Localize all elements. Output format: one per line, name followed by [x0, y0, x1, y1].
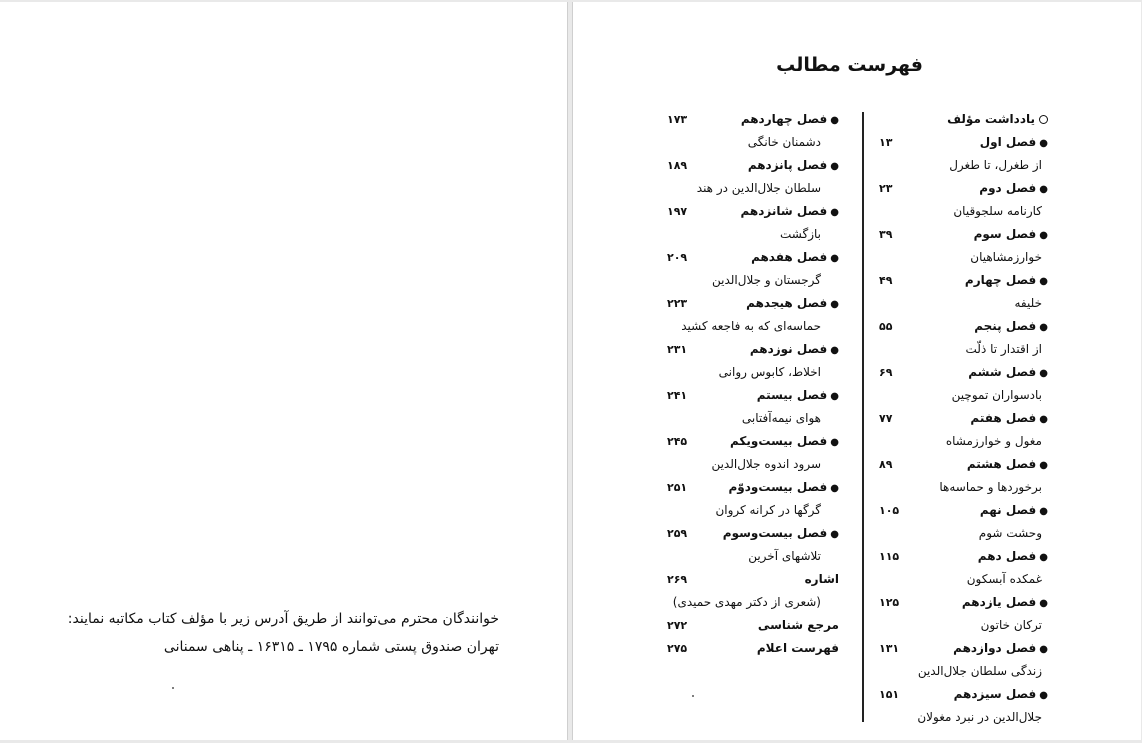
toc-entry-title [952, 384, 1042, 407]
toc-entry-text: فصل سیزدهم [953, 687, 1037, 701]
toc-entry-title [742, 407, 821, 430]
bullet-icon: ● [830, 483, 839, 494]
toc-entry-title [748, 154, 839, 178]
toc-entry-title [970, 407, 1048, 431]
bullet-icon: ● [1039, 368, 1048, 379]
toc-entry-title [741, 200, 839, 224]
circle-icon [1039, 115, 1048, 124]
toc-entry-text: گرجستان و جلال‌الدین [711, 273, 821, 287]
bullet-icon: ● [1039, 552, 1048, 563]
toc-entry-text: فصل بیستم [756, 388, 828, 402]
toc-page-number: ۱۷۳ [667, 113, 688, 126]
toc-entry-title [967, 453, 1048, 477]
toc-page-number: ۱۰۵ [879, 504, 900, 517]
toc-page-number: ۱۳۱ [879, 642, 900, 655]
bullet-icon: ● [1039, 644, 1048, 655]
toc-entry-text: دشمنان خانگی [747, 135, 821, 149]
toc-page-number: ۱۱۵ [879, 550, 900, 563]
toc-page-number: ۴۹ [879, 274, 893, 287]
bullet-icon: ● [1039, 506, 1048, 517]
toc-title: فهرست مطالب [776, 54, 923, 76]
toc-page-number: ۱۳ [879, 136, 893, 149]
bullet-icon: ● [1039, 690, 1048, 701]
toc-entry-text: (شعری از دکتر مهدی حمیدی) [672, 595, 821, 609]
toc-entry-title [712, 269, 821, 292]
toc-entry-title [780, 223, 821, 246]
left-page [0, 2, 568, 740]
toc-entry-text: ترکان خاتون [980, 618, 1042, 632]
toc-entry [865, 315, 1141, 338]
toc-entry-title [1014, 292, 1042, 315]
toc-entry [572, 430, 853, 453]
toc-entry [572, 568, 853, 591]
toc-page-number: ۸۹ [879, 458, 893, 471]
toc-entry [865, 637, 1141, 660]
toc-entry-title [974, 223, 1048, 247]
toc-entry [572, 177, 853, 200]
bullet-icon: ● [1039, 460, 1048, 471]
toc-page-number: ۲۳۱ [667, 343, 688, 356]
toc-entry [865, 154, 1141, 177]
toc-entry-title [939, 476, 1042, 499]
toc-entry [572, 384, 853, 407]
toc-entry [572, 200, 853, 223]
bullet-icon: ● [1039, 322, 1048, 333]
speck [172, 687, 174, 689]
toc-entry [572, 108, 853, 131]
toc-entry [865, 430, 1141, 453]
toc-entry-text: سرود اندوه جلال‌الدین [711, 457, 821, 471]
toc-entry-text: فصل ششم [968, 365, 1037, 379]
toc-entry-title [715, 499, 821, 522]
toc-entry [865, 683, 1141, 706]
toc-entry [865, 568, 1141, 591]
toc-page-number: ۲۵۹ [667, 527, 688, 540]
bullet-icon: ● [830, 391, 839, 402]
bullet-icon: ● [1039, 276, 1048, 287]
toc-page-number: ۲۴۵ [667, 435, 688, 448]
toc-page-number: ۱۸۹ [667, 159, 688, 172]
toc-entry-text: تلاشهای آخرین [748, 549, 821, 563]
toc-entry-text: بادسواران تموچین [951, 388, 1042, 402]
toc-page-number: ۲۴۱ [667, 389, 688, 402]
toc-entry-text: فصل بیست‌ویکم [730, 434, 828, 448]
toc-entry [572, 453, 853, 476]
toc-column-left [572, 108, 853, 660]
toc-entry-text: فصل نوزدهم [749, 342, 828, 356]
bullet-icon: ● [830, 299, 839, 310]
toc-page-number: ۵۵ [879, 320, 893, 333]
toc-entry-text: فصل چهارم [964, 273, 1037, 287]
toc-entry-text: اخلاط، کابوس روانی [718, 365, 821, 379]
toc-entry-text: فصل شانزدهم [740, 204, 828, 218]
toc-entry [865, 614, 1141, 637]
toc-page-number: ۲۳ [879, 182, 893, 195]
toc-entry-title [966, 338, 1042, 361]
toc-entry-title [746, 292, 839, 316]
bullet-icon: ● [1039, 598, 1048, 609]
toc-entry-text: زندگی سلطان جلال‌الدین [917, 664, 1042, 678]
toc-page-number: ۳۹ [879, 228, 893, 241]
toc-entry [572, 637, 853, 660]
toc-entry-title [946, 430, 1042, 453]
toc-entry [572, 315, 853, 338]
toc-entry-text: فصل یازدهم [961, 595, 1037, 609]
toc-entry [865, 407, 1141, 430]
toc-entry-title [805, 568, 839, 591]
toc-entry-title [967, 568, 1042, 591]
toc-entry-title [962, 591, 1048, 615]
bullet-icon: ● [1039, 414, 1048, 425]
toc-entry [865, 591, 1141, 614]
toc-entry-title [979, 522, 1042, 545]
toc-entry [572, 154, 853, 177]
toc-entry [865, 131, 1141, 154]
toc-entry-text: فصل دوازدهم [953, 641, 1037, 655]
toc-entry [572, 476, 853, 499]
toc-entry-title [723, 522, 839, 546]
toc-page-number: ۲۷۲ [667, 619, 688, 632]
bullet-icon: ● [830, 529, 839, 540]
toc-entry-title [979, 177, 1048, 201]
toc-entry [572, 614, 853, 637]
toc-entry-title [748, 545, 821, 568]
toc-entry-text: از اقتدار تا ذلّت [965, 342, 1042, 356]
toc-entry [572, 292, 853, 315]
toc-entry-text: فهرست اعلام [756, 641, 839, 655]
toc-entry [572, 246, 853, 269]
toc-entry [865, 453, 1141, 476]
toc-entry-title [673, 591, 821, 614]
toc-entry-title [970, 246, 1042, 269]
toc-entry [865, 269, 1141, 292]
toc-entry-text: فصل پانزدهم [747, 158, 828, 172]
toc-entry-text: از طغرل، تا طغرل [949, 158, 1042, 172]
toc-entry-title [697, 177, 821, 200]
toc-page-number: ۶۹ [879, 366, 893, 379]
toc-entry [865, 292, 1141, 315]
toc-entry-title [949, 154, 1042, 177]
toc-page-number: ۲۷۵ [667, 642, 688, 655]
toc-page-number: ۷۷ [879, 412, 893, 425]
toc-entry-title [750, 338, 839, 362]
toc-entry-text: خلیفه [1014, 296, 1042, 310]
toc-entry-text: فصل هیجدهم [746, 296, 828, 310]
toc-entry-text: فصل بیست‌وسوم [722, 526, 828, 540]
toc-entry-title [681, 315, 821, 338]
right-page [572, 2, 1141, 740]
toc-entry-title [719, 361, 821, 384]
toc-entry-text: فصل پنجم [974, 319, 1037, 333]
toc-entry-title [968, 361, 1048, 385]
toc-entry-title [917, 706, 1042, 729]
toc-entry-title [730, 430, 839, 454]
toc-page-number: ۲۶۹ [667, 573, 688, 586]
toc-entry-text: فصل هشتم [966, 457, 1037, 471]
toc-entry [572, 545, 853, 568]
toc-entry-text: فصل دوم [979, 181, 1037, 195]
bullet-icon: ● [830, 161, 839, 172]
toc-entry-title [758, 614, 839, 637]
bullet-icon: ● [830, 345, 839, 356]
toc-entry-text: مغول و خوارزمشاه [945, 434, 1042, 448]
toc-entry [572, 407, 853, 430]
toc-entry-title [918, 660, 1042, 683]
toc-entry [572, 338, 853, 361]
toc-entry-title [748, 131, 821, 154]
toc-entry-text: خوارزمشاهیان [970, 250, 1042, 264]
bullet-icon: ● [830, 437, 839, 448]
toc-entry-title [965, 269, 1048, 293]
toc-entry [865, 545, 1141, 568]
toc-entry-text: فصل نهم [979, 503, 1037, 517]
toc-entry-text: اشاره [804, 572, 839, 586]
toc-entry [865, 522, 1141, 545]
contact-line-2: تهران صندوق پستی شماره ۱۷۹۵ ـ ۱۶۳۱۵ ـ پناهی سمنانی [163, 639, 499, 655]
toc-entry [572, 223, 853, 246]
toc-entry-text: فصل چهاردهم [740, 112, 828, 126]
toc-entry-text: حماسه‌ای که به فاجعه کشید [681, 319, 821, 333]
toc-page-number: ۲۵۱ [667, 481, 688, 494]
toc-entry-text: برخوردها و حماسه‌ها [939, 480, 1042, 494]
toc-entry [865, 177, 1141, 200]
toc-entry [865, 223, 1141, 246]
toc-entry-title [751, 246, 839, 270]
toc-entry [865, 200, 1141, 223]
toc-entry-text: مرجع شناسی [757, 618, 839, 632]
toc-entry-title [953, 637, 1048, 661]
toc-entry-text: هوای نیمه‌آفتابی [741, 411, 821, 425]
toc-entry-text: فصل دهم [977, 549, 1037, 563]
toc-entry-title [954, 683, 1048, 707]
toc-entry-title [711, 453, 821, 476]
toc-entry-text: گرگها در کرانه کروان [715, 503, 821, 517]
toc-entry [865, 476, 1141, 499]
toc-entry-title [947, 108, 1048, 131]
toc-entry-title [978, 545, 1048, 569]
toc-entry-text: سلطان جلال‌الدین در هند [696, 181, 821, 195]
toc-entry [572, 131, 853, 154]
toc-entry-title [741, 108, 839, 132]
bullet-icon: ● [830, 115, 839, 126]
toc-entry-text: وحشت شوم [978, 526, 1042, 540]
toc-entry-title [974, 315, 1048, 339]
toc-entry-text: کارنامه سلجوقیان [953, 204, 1042, 218]
speck [692, 695, 694, 697]
toc-entry [572, 361, 853, 384]
toc-entry [865, 338, 1141, 361]
toc-page-number: ۲۲۳ [667, 297, 688, 310]
toc-entry-text: یادداشت مؤلف [947, 112, 1035, 126]
contact-line-1: خوانندگان محترم می‌توانند از طریق آدرس زیر با مؤلف کتاب مکاتبه نمایند: [67, 611, 499, 627]
toc-entry-text: فصل هفدهم [751, 250, 828, 264]
toc-entry-title [981, 614, 1042, 637]
toc-entry-text: جلال‌الدین در نبرد مغولان [917, 710, 1042, 724]
toc-entry-title [757, 637, 839, 660]
toc-entry [572, 522, 853, 545]
toc-entry-text: فصل سوم [973, 227, 1037, 241]
toc-entry-title [980, 499, 1048, 523]
author-contact-note [68, 605, 499, 661]
toc-entry [865, 108, 1141, 131]
toc-entry [865, 499, 1141, 522]
toc-entry [865, 361, 1141, 384]
toc-entry [572, 499, 853, 522]
bullet-icon: ● [830, 207, 839, 218]
toc-entry [865, 384, 1141, 407]
toc-entry [572, 591, 853, 614]
toc-entry-text: فصل اول [979, 135, 1037, 149]
toc-entry-text: بازگشت [780, 227, 821, 241]
toc-page-number: ۱۹۷ [667, 205, 688, 218]
toc-entry-title [757, 384, 839, 408]
bullet-icon: ● [1039, 230, 1048, 241]
column-divider [862, 112, 864, 722]
toc-entry-text: فصل هفتم [970, 411, 1037, 425]
toc-entry-title [953, 200, 1042, 223]
bullet-icon: ● [1039, 138, 1048, 149]
toc-page-number: ۲۰۹ [667, 251, 688, 264]
bullet-icon: ● [1039, 184, 1048, 195]
toc-entry [865, 246, 1141, 269]
toc-column-right [865, 108, 1141, 729]
bullet-icon: ● [830, 253, 839, 264]
toc-entry [865, 660, 1141, 683]
toc-page-number: ۱۲۵ [879, 596, 900, 609]
toc-entry [865, 706, 1141, 729]
toc-entry-title [980, 131, 1048, 155]
toc-entry-text: غمکده آبسکون [966, 572, 1042, 586]
toc-page-number: ۱۵۱ [879, 688, 900, 701]
toc-entry-title [729, 476, 840, 500]
toc-entry [572, 269, 853, 292]
toc-entry-text: فصل بیست‌ودوّم [728, 480, 828, 494]
